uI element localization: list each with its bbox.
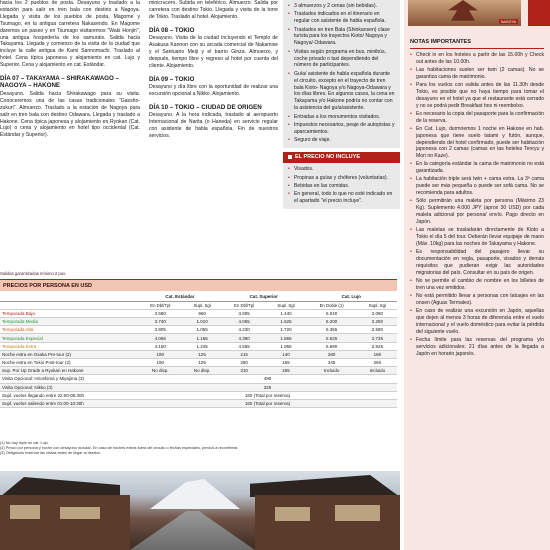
price-row-label: Temporada Media <box>0 318 138 326</box>
price-cell: 1.055 <box>183 326 222 334</box>
price-row-label: Supl. vuelos llegando entre 22:00-06:30h <box>0 391 138 399</box>
day-7-title: DÍA 07 – TAKAYAMA – SHIRAKAWAGO – NAGOYA – HAKONE <box>0 75 119 90</box>
footnote: (3) Obligatorio reservar las visitas antes de llegar al destino. <box>0 451 101 455</box>
nagoya-photo <box>408 0 521 26</box>
price-wide-row <box>0 383 397 391</box>
roof-left <box>0 477 120 497</box>
price-row-label: Temporada Especial <box>0 334 138 342</box>
includes-column <box>283 0 400 209</box>
includes-item: • Impuestos necesarios, peaje de autopistas y aparcamientos. <box>288 122 395 136</box>
note-item: • Es responsabilidad del pasajero llevar su documentación en regla, pasaporte, visados y demás requisitos que pudieran exigir las autoridades migratorias del país. Consultar en su país de origen. <box>410 249 544 277</box>
price-cell: 4.390 <box>222 334 267 342</box>
price-cell: 155 <box>266 359 305 367</box>
subcol-5: En Doble (1) <box>306 301 358 309</box>
includes-item: • Entradas a los monumentos visitados. <box>288 114 395 121</box>
price-cell: Incluido <box>358 367 397 375</box>
price-cell: No disp. <box>138 367 183 375</box>
price-cell: 310 <box>222 367 267 375</box>
price-cell: 1.865 <box>266 334 305 342</box>
price-table-corner-2 <box>0 301 138 309</box>
price-cell: 325 <box>138 383 397 391</box>
note-item: • En la categoría estándar la cama de matrimonio no está garantizada. <box>410 161 544 175</box>
itinerary-column-1 <box>0 0 140 139</box>
day-7-text: Desayuno. Salida hacia Shirakawago para su visita. Conoceremos una de las casas tradicionales "Gassho-zukuri". Almuerzo. Traslado a la estación de Nagoya para salir en tren bala con destino Odawara. Llegada y traslado a Hakone. Cena típica japonesa y alojamiento en Ryokan (Cat. Lujo) o cena y alojamiento en hotel tipo occidental (Cat. Estándar y Superior). <box>0 90 140 139</box>
price-row <box>0 318 397 326</box>
note-item: • En Cat. Lujo, durmiremos 1 noche en Hakone en hab. japonesa que tiene suelo tatami y futón, aunque, dependiendo del hotel confirmado, puede ser habitación japonesa con 2 camas (camas en las hoteles Tenryu y Mori no Kaze). <box>410 126 544 161</box>
day-6-lead: hacia los 2 pueblos de posta. <box>0 0 75 6</box>
subcol-2: Supl. Sgl <box>183 301 222 309</box>
price-cell: 215 <box>222 350 267 358</box>
price-row-label: Temporada Alta <box>0 326 138 334</box>
day-10-text: Desayuno. A la hora indicada, traslado al aeropuerto Internacional de Narita (o Haneda) en servicio regular con asistente de habla española. Fin de nuestros servicios. <box>149 112 278 139</box>
price-row-label: Noche extra en Osaka Pre-tour (2) <box>0 350 138 358</box>
note-item: • No se permite el cambio de nombre en los billetes de tren una vez emitidos. <box>410 278 544 292</box>
price-row <box>0 326 397 334</box>
price-cell: 5.365 <box>306 326 358 334</box>
price-cell: 2.725 <box>358 334 397 342</box>
price-cell: 3.740 <box>138 318 183 326</box>
price-cell: 140 <box>266 350 305 358</box>
price-row-label: Temporada Extra <box>0 342 138 350</box>
subcol-6: Supl. Sgl <box>358 301 397 309</box>
footnote: (2) Precio por persona y noche con desayuno incluido. En caso de noches extras fuera del circuito o fechas especiales, precios a reconfirmar. <box>0 446 239 450</box>
day-7-continued: minicrucero. Subida en teleférico. Almuerzo. Salida por carretera con destino Tokio. Llegada y visita de la torre de Tokio. Traslado al hotel. Alojamiento. <box>149 0 278 20</box>
note-item: • Para los vuelos con salida antes de las 11.30h desde Tokio, es posible que no haya tiempo para tomar el desayuno en el hotel ya que el restaurante está cerrado y no se podrá pedir Breakfast box ni reembolso. <box>410 82 544 110</box>
note-item: • Las habitaciones suelen ser twin (2 camas). No se garantiza cama de matrimonio. <box>410 67 544 81</box>
price-cell: 5.690 <box>306 342 358 350</box>
price-cell: No disp. <box>183 367 222 375</box>
window <box>10 505 40 519</box>
price-cell: 4.065 <box>222 318 267 326</box>
not-included-item: • Visados. <box>288 166 395 173</box>
price-cell: 2.250 <box>358 318 397 326</box>
price-table-body <box>0 309 397 407</box>
itinerary-column-2 <box>149 0 278 140</box>
category-lujo: Cat. Lujo <box>306 293 397 301</box>
day-6-text: Desayuno y traslado a la estación para salir en tren bala con destino a Nagoya. Llegada y visita de los pueblos de posta, Magome y Tsumago, en la antigua carretera Nakasendo. En Magome daremos un paseo y en Tsumago visitaremos "Waki Honjin", una antigua hospedería de los samuráis. Salida hacia Takayama. Llegada y comienzo de la visita de la ciudad que incluye la calle antigua de Kami Sannomachi. Traslado al hotel. Cena típica japonesa y alojamiento en cat. Lujo y Superior. Cena y alojamiento en cat. Estándar. <box>0 0 140 69</box>
price-includes-box <box>283 0 400 148</box>
price-cell: Incluido <box>306 367 358 375</box>
price-cell: 3.905 <box>138 326 183 334</box>
price-row-label: Sup. Por Up Grade a Ryokan en Hakone <box>0 367 138 375</box>
includes-item: • Traslados en tren Bala (Shinkansen) clase turista para los trayectos Kioto/ Nagoya y Nagoya/ Odawara. <box>288 27 395 48</box>
price-table-subheader-row <box>0 301 397 309</box>
price-cell: 180 <box>358 350 397 358</box>
includes-item: • Visitas según programa en bus, minibús, coche privado o taxi dependiendo del número de participantes. <box>288 49 395 70</box>
bullet-square-icon <box>288 155 292 159</box>
subcol-4: Supl. Sgl <box>266 301 305 309</box>
price-cell: 2.080 <box>358 309 397 317</box>
price-wide-row <box>0 391 397 399</box>
price-cell: 3.580 <box>138 309 183 317</box>
price-cell: 260 <box>358 359 397 367</box>
price-table <box>0 293 397 408</box>
price-cell: 490 <box>138 375 397 383</box>
window <box>60 507 100 519</box>
note-item: • Fecha límite para las reservas del programa y/o servicios adicionales: 21 días antes de la llegada a Japón en horario japonés. <box>410 337 544 358</box>
price-includes-list <box>288 3 395 144</box>
price-row-label: Visita Opcional: Hiroshima y Miyajima (3) <box>0 375 138 383</box>
price-cell: 960 <box>183 309 222 317</box>
price-cell: 1.440 <box>266 309 305 317</box>
price-cell: 4.150 <box>138 342 183 350</box>
house-left <box>0 495 130 550</box>
includes-item: • Traslados indicados en el itinerario en regular con asistente de habla española. <box>288 11 395 25</box>
price-cell: 5.525 <box>306 334 358 342</box>
price-cell: 160 (Total por reserva) <box>138 391 397 399</box>
day-8-title: DÍA 08 – TOKIO <box>149 26 195 34</box>
price-table-category-row <box>0 293 397 301</box>
day-9-title: DÍA 09 – TOKIO <box>149 75 195 83</box>
note-item: • Es necesario la copia del pasaporte para la confirmación de la reserva. <box>410 111 544 125</box>
price-cell: 2.580 <box>358 326 397 334</box>
price-row <box>0 342 397 350</box>
price-row-label: Supl. vuelos saliendo entre 01:00-10:30h <box>0 399 138 407</box>
price-cell: 1.625 <box>266 318 305 326</box>
subcol-1: En Dbl/Tpl <box>138 301 183 309</box>
mountain-shape <box>150 479 240 509</box>
window <box>335 505 380 521</box>
price-row <box>0 367 397 375</box>
prices-title: PRECIOS POR PERSONA EN USD <box>0 279 397 291</box>
price-cell: 255 <box>266 367 305 375</box>
price-row-label: Noche extra en Tokio Post-tour (2) <box>0 359 138 367</box>
price-cell: 1.955 <box>266 342 305 350</box>
price-row-label: Temporada Baja <box>0 309 138 317</box>
subcol-3: En Dbl/Tpl <box>222 301 267 309</box>
notes-list <box>404 52 550 358</box>
price-footnotes <box>0 441 397 456</box>
notes-column <box>404 0 550 550</box>
price-cell: 260 <box>222 359 267 367</box>
not-included-title: EL PRECIO NO INCLUYE <box>295 154 360 161</box>
price-row <box>0 350 397 358</box>
note-item: • Check in en los hoteles a partir de las 15.00h y Check out antes de las 10.00h. <box>410 52 544 66</box>
window <box>275 507 310 521</box>
price-row <box>0 309 397 317</box>
day-8-text: Desayuno. Visita de la ciudad incluyendo el Templo de Asakusa Kannon con su arcada comercial de Nakamise y el Santuario Meiji y el barrio Ginza. Almuerzo, y después, tiempo libre y regreso al hotel por cuenta del cliente. Alojamiento. <box>149 35 278 69</box>
price-row <box>0 359 397 367</box>
not-included-header <box>283 152 400 163</box>
price-cell: 4.555 <box>222 342 267 350</box>
note-item: • Las maletas se trasladarán directamente de Kioto a Tokio el día 5 del tour. Deberán llevar equipaje de mano (Máx. 10kg) para las noches de Takayama y Hakone. <box>410 227 544 248</box>
footnote: (1) No hay triple en cat. Lujo. <box>0 441 49 445</box>
price-cell: 4.230 <box>222 326 267 334</box>
price-cell: 345 <box>306 359 358 367</box>
category-superior: Cat. Superior <box>222 293 306 301</box>
price-cell: 3.905 <box>222 309 267 317</box>
roof-right <box>250 475 400 497</box>
street <box>130 511 255 550</box>
page-edge-tab <box>528 0 550 26</box>
day-9-text: Desayuno y día libre con la oportunidad de realizar una excursión opcional a Nikko. Alojamiento. <box>149 84 278 97</box>
not-included-item: • Bebidas en las comidas. <box>288 183 395 190</box>
price-cell: 1.720 <box>266 326 305 334</box>
note-item: • La habitación triple será twin + cama extra. La 3ª cama puede ser más pequeña o puede ser sofá cama. No se recomienda para adultos. <box>410 176 544 197</box>
price-cell: 1.245 <box>183 342 222 350</box>
price-cell: 1.010 <box>183 318 222 326</box>
price-cell: 5.040 <box>306 309 358 317</box>
price-cell: 160 (Total por reserva) <box>138 399 397 407</box>
day-6-intro <box>0 0 140 69</box>
price-row-label: Visita Opcional: Nikko (3) <box>0 383 138 391</box>
price-wide-row <box>0 399 397 407</box>
price-wide-row <box>0 375 397 383</box>
price-cell: 125 <box>183 350 222 358</box>
price-cell: 190 <box>138 359 183 367</box>
guaranteed-departures-note: Salidas garantizadas mínimo 2 pax. <box>0 271 67 276</box>
price-cell: 2.825 <box>358 342 397 350</box>
day-10-title: DÍA 10 – TOKIO – CIUDAD DE ORIGEN <box>149 103 262 111</box>
price-row <box>0 334 397 342</box>
includes-item: • 3 almuerzos y 2 cenas (sin bebidas). <box>288 3 395 10</box>
not-included-item: • En general, todo lo que no esté indicado en el apartado "el precio incluye". <box>288 191 395 205</box>
note-item: • Sólo permitirán una maleta por persona (Máximo 23 Kg). Suplemento 4.000 JPY (aprox 30 USD) por cada maleta adicional por persona/ envío. Pago directo en Japón. <box>410 198 544 226</box>
category-estandar: Cat. Estándar <box>138 293 222 301</box>
notes-title: NOTAS IMPORTANTES <box>410 39 544 49</box>
note-item: • En caso de realizar una excursión en Japón, aquellas que dejen al menos 3 horas de diferencia entre el vuelo internacional y el vuelo doméstico para evitar la pérdida del siguiente vuelo. <box>410 308 544 336</box>
price-cell: 1.155 <box>183 334 222 342</box>
house-right <box>255 495 400 550</box>
pagoda-illustration <box>448 0 478 26</box>
note-item: • No está permitido llevar a personas con tatuajes en las onsen (Aguas Termales). <box>410 293 544 307</box>
price-cell: 125 <box>183 359 222 367</box>
price-cell: 180 <box>138 350 183 358</box>
price-table-corner <box>0 293 138 301</box>
includes-item: • Guía/ asistente de habla española durante el circuito, excepto en el trayecto de tren bala Kioto- Nagoya y/o Nagoya-Odawara y los días libres. En algunos casos, la cena en Takayama y/o Hakone podría no contar con la asistencia del guía/asistente. <box>288 71 395 112</box>
not-included-box <box>283 163 400 209</box>
price-cell: 280 <box>306 350 358 358</box>
price-cell: 5.200 <box>306 318 358 326</box>
takayama-street-photo <box>0 471 400 550</box>
not-included-item: • Propinas a guías y chóferes (voluntarias). <box>288 175 395 182</box>
includes-item: • Seguro de viaje. <box>288 137 395 144</box>
not-included-list <box>288 166 395 205</box>
price-cell: 4.065 <box>138 334 183 342</box>
photo-caption: NAGOYA <box>500 19 516 24</box>
